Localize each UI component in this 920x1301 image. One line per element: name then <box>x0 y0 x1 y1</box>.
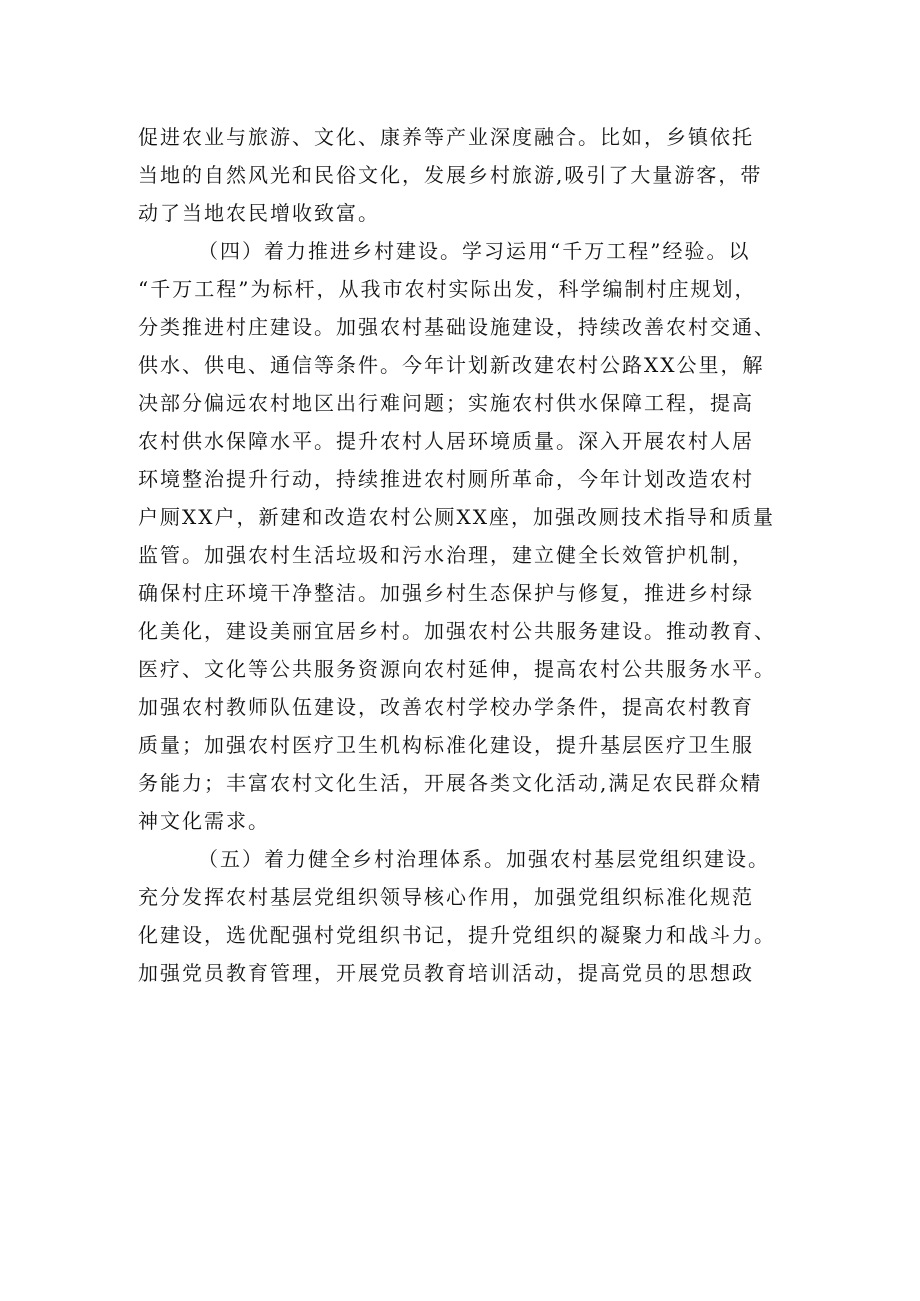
text-line: 供水、供电、通信等条件。今年计划新改建农村公路XX公里，解 <box>138 353 765 377</box>
text-line: 分类推进村庄建设。加强农村基础设施建设，持续改善农村交通、 <box>138 315 776 339</box>
text-line: 决部分偏远农村地区出行难问题；实施农村供水保障工程，提高 <box>138 391 754 415</box>
text-line: 务能力；丰富农村文化生活，开展各类文化活动,满足农民群众精 <box>138 771 763 795</box>
text-line: 监管。加强农村生活垃圾和污水治理，建立健全长效管护机制， <box>138 543 754 567</box>
text-line: 当地的自然风光和民俗文化，发展乡村旅游,吸引了大量游客，带 <box>138 163 763 187</box>
text-line: “千万工程”为标杆，从我市农村实际出发，科学编制村庄规划， <box>138 277 757 301</box>
document-body <box>138 118 798 992</box>
text-line: 神文化需求。 <box>138 809 270 833</box>
text-line: 加强农村教师队伍建设，改善农村学校办学条件，提高农村教育 <box>138 695 754 719</box>
text-line: 户厕XX户，新建和改造农村公厕XX座，加强改厕技术指导和质量 <box>138 505 775 529</box>
text-line: 农村供水保障水平。提升农村人居环境质量。深入开展农村人居 <box>138 429 754 453</box>
text-line: 化美化，建设美丽宜居乡村。加强农村公共服务建设。推动教育、 <box>138 619 776 643</box>
text-line: 促进农业与旅游、文化、康养等产业深度融合。比如，乡镇依托 <box>138 125 754 149</box>
text-line: 质量；加强农村医疗卫生机构标准化建设，提升基层医疗卫生服 <box>138 733 754 757</box>
text-line: 环境整治提升行动，持续推进农村厕所革命，今年计划改造农村 <box>138 467 754 491</box>
text-line: 确保村庄环境干净整洁。加强乡村生态保护与修复，推进乡村绿 <box>138 581 754 605</box>
text-line: 动了当地农民增收致富。 <box>138 201 380 225</box>
text-line: 加强党员教育管理，开展党员教育培训活动，提高党员的思想政 <box>138 961 754 985</box>
text-line: 化建设，选优配强村党组织书记，提升党组织的凝聚力和战斗力。 <box>138 923 776 947</box>
section-heading-line: （四）着力推进乡村建设。学习运用“千万工程”经验。以 <box>198 239 751 263</box>
section-heading-line: （五）着力健全乡村治理体系。加强农村基层党组织建设。 <box>198 847 770 871</box>
text-line: 充分发挥农村基层党组织领导核心作用，加强党组织标准化规范 <box>138 885 754 909</box>
text-line: 医疗、文化等公共服务资源向农村延伸，提高农村公共服务水平。 <box>138 657 776 681</box>
